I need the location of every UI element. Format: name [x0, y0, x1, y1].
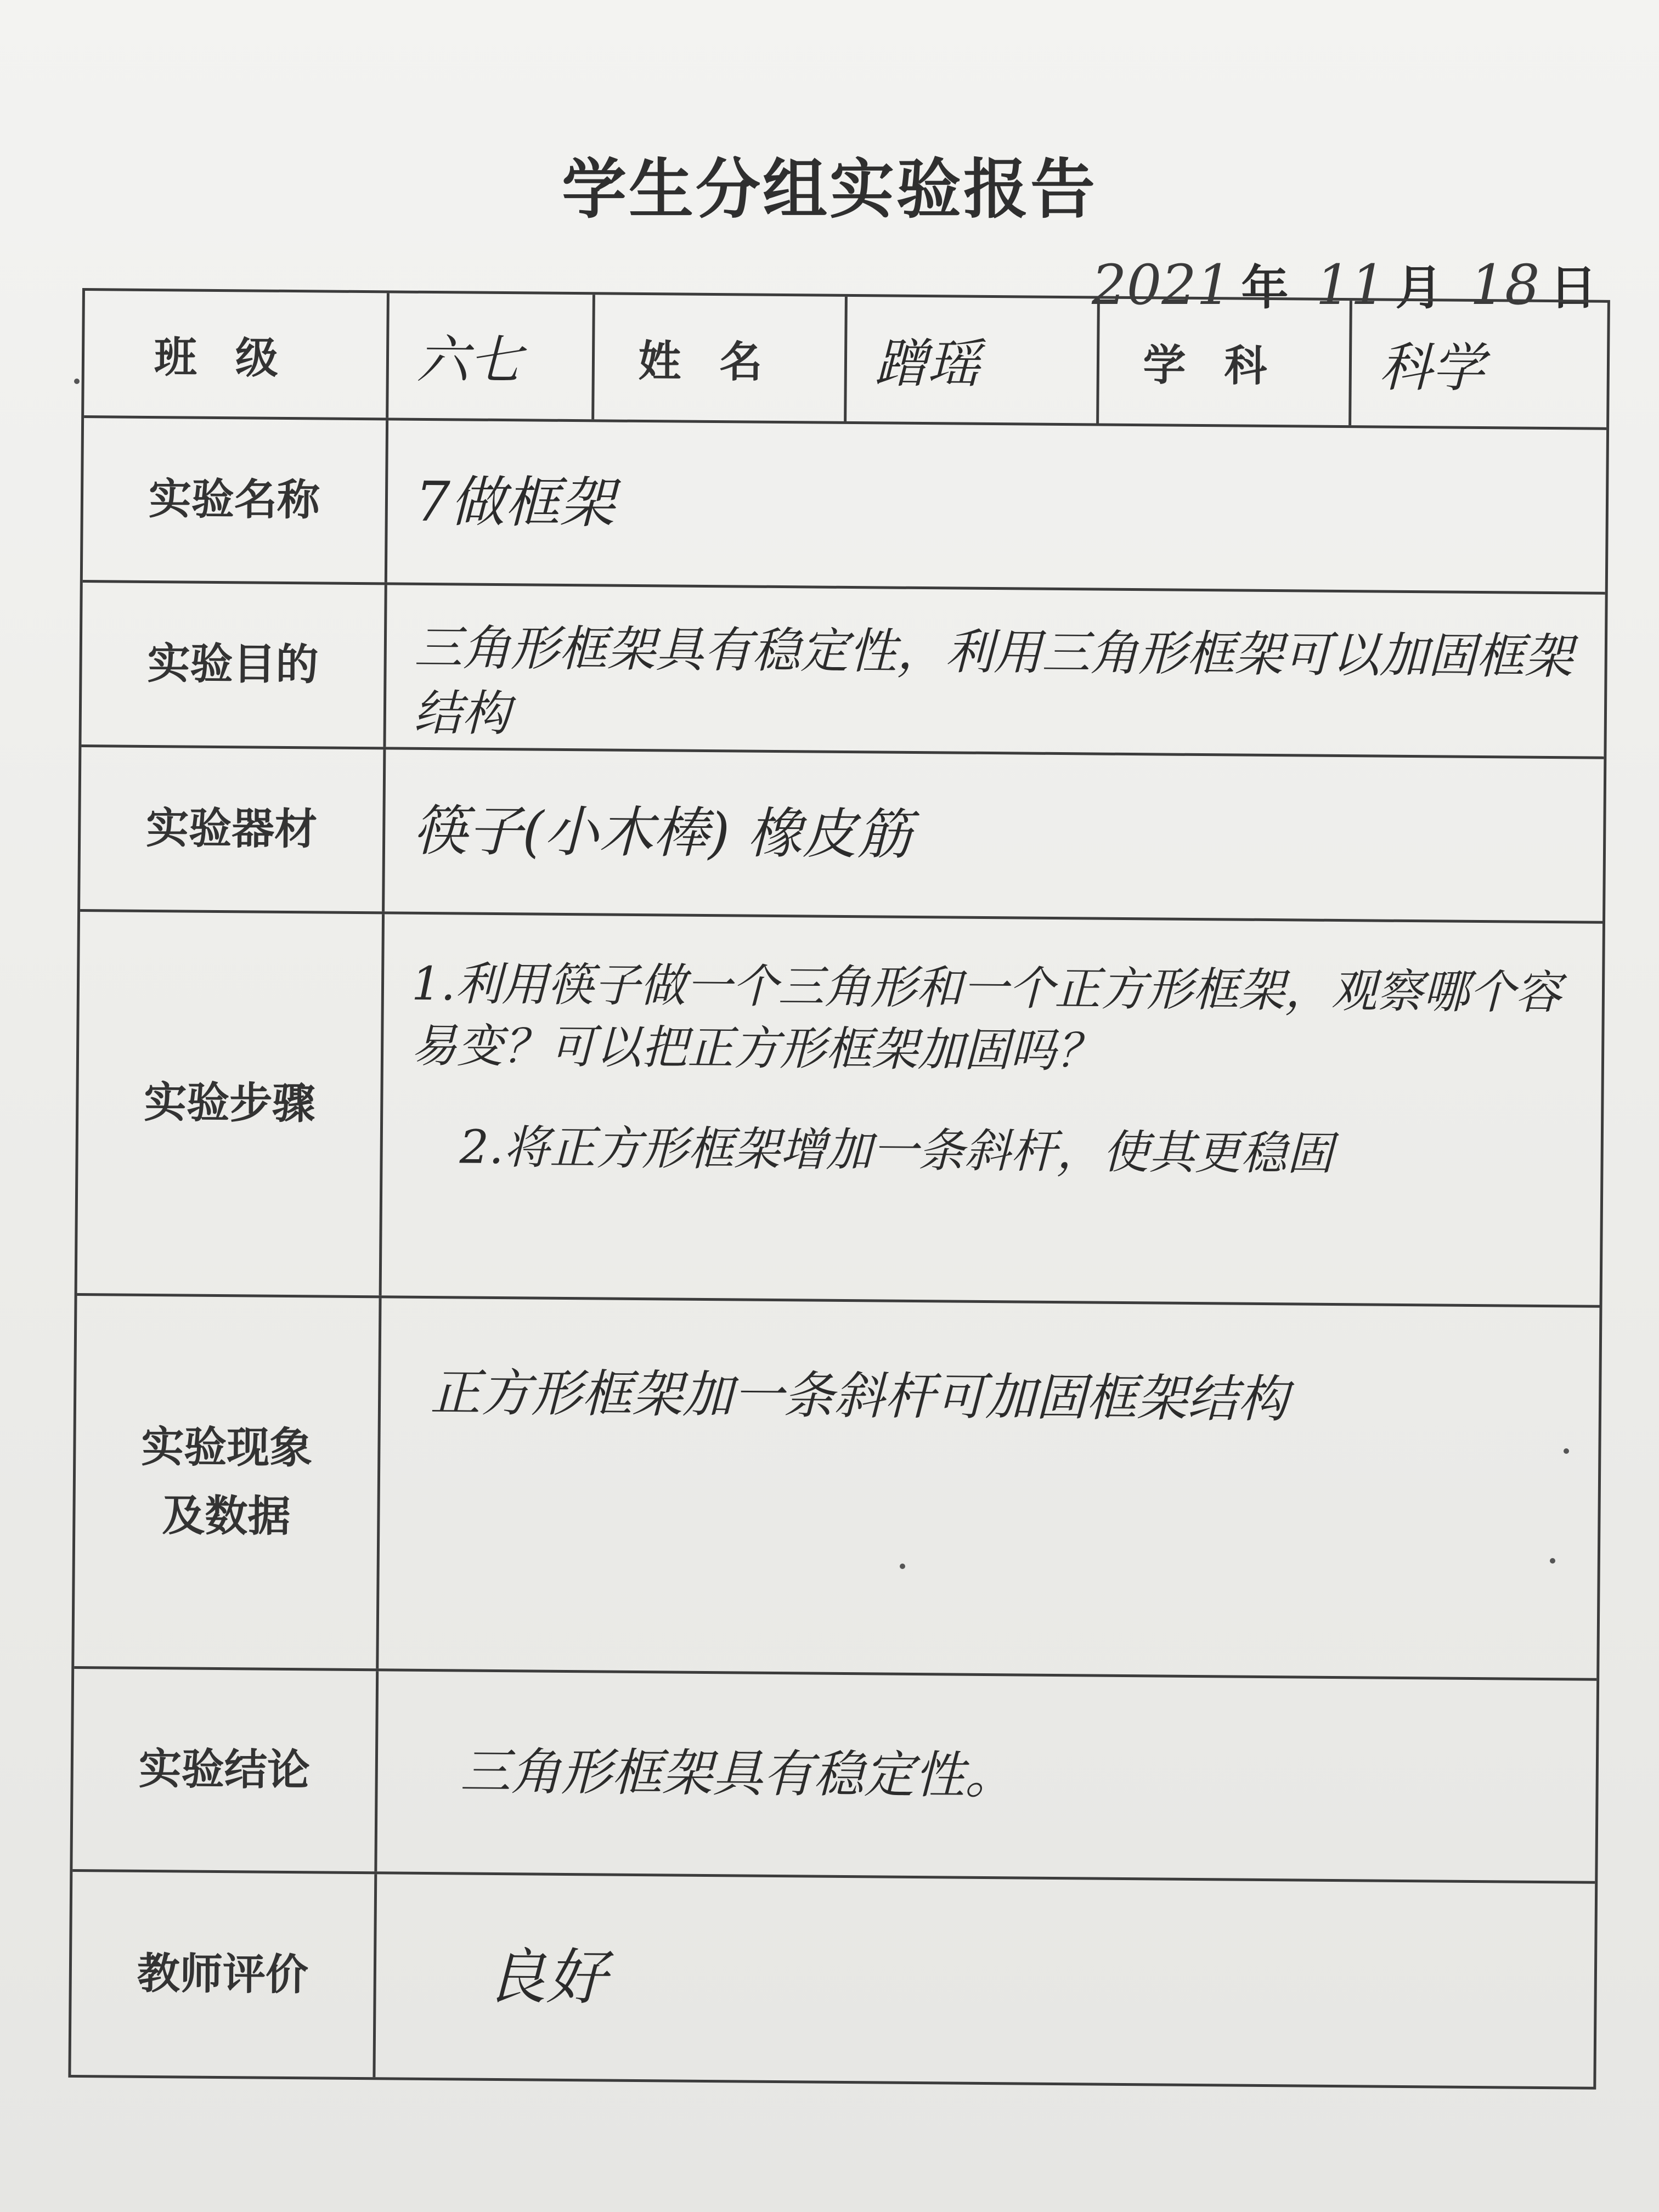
phenomena-row [74, 1296, 1599, 1681]
pen-dot [1550, 1558, 1555, 1564]
conclusion-label: 实验结论 [72, 1669, 379, 1871]
report-title: 学生分组实验报告 [561, 151, 1097, 227]
phenomena-label-line2: 及数据 [162, 1491, 291, 1542]
report-table [68, 288, 1610, 2090]
phenomena-label-line1: 实验现象 [141, 1422, 313, 1474]
steps-label: 实验步骤 [77, 912, 385, 1295]
date-year-unit: 年 [1241, 261, 1289, 315]
step-item: 1.利用筷子做一个三角形和一个正方形框架，观察哪个容易变？可以把正方形框架加固吗？ [410, 956, 1562, 1079]
purpose-row [81, 583, 1605, 759]
date-month-unit: 月 [1395, 261, 1443, 315]
info-row [84, 291, 1607, 430]
teacher-eval-row [71, 1872, 1595, 2087]
name-label: 姓名 [594, 295, 848, 421]
class-label: 班级 [84, 291, 390, 417]
date-month: 11 [1316, 253, 1386, 317]
experiment-name-value: 7做框架 [415, 469, 616, 535]
phenomena-value: 正方形框架加一条斜杆可加固框架结构 [430, 1363, 1289, 1429]
date-year: 2021 [1092, 253, 1232, 317]
subject-label: 学科 [1099, 299, 1352, 426]
pen-dot [900, 1564, 905, 1569]
steps-value [382, 914, 1602, 1305]
pen-dot [74, 379, 80, 384]
experiment-name-row [83, 418, 1606, 595]
conclusion-row [72, 1669, 1596, 1884]
materials-value: 筷子(小木棒) 橡皮筋 [412, 798, 912, 867]
name-value: 蹭瑶 [847, 297, 1100, 424]
materials-label: 实验器材 [80, 747, 386, 911]
teacher-eval-value: 良好 [486, 1941, 607, 2013]
step-item: 2.将正方形框架增加一条斜杆，使其更稳固 [459, 1120, 1334, 1181]
steps-row [77, 912, 1602, 1308]
experiment-name-label: 实验名称 [83, 418, 388, 582]
teacher-eval-label: 教师评价 [71, 1872, 377, 2077]
date-day-unit: 日 [1549, 261, 1597, 315]
subject-value: 科学 [1379, 336, 1485, 399]
materials-row [80, 747, 1604, 924]
purpose-label: 实验目的 [81, 583, 387, 747]
date-day: 18 [1470, 253, 1540, 317]
phenomena-label [74, 1296, 381, 1668]
pen-dot [1564, 1448, 1569, 1454]
purpose-value: 三角形框架具有稳定性，利用三角形框架可以加固框架结构 [413, 619, 1573, 742]
class-value: 六七 [388, 293, 595, 419]
conclusion-value: 三角形框架具有稳定性。 [460, 1742, 1016, 1805]
